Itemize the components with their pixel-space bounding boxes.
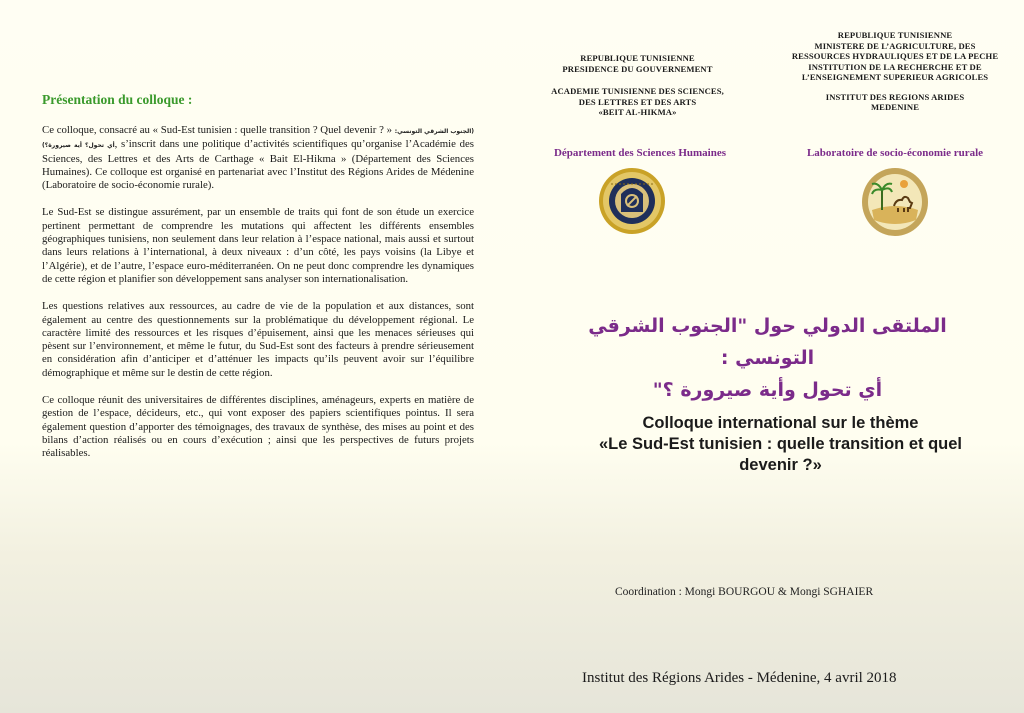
- ira-line-3: RESSOURCES HYDRAULIQUES ET DE LA PECHE: [791, 51, 999, 61]
- paragraph-1-arabic: (الجنوب الشرقي التونسي: أي تحول؟ أية صيرورة؟): [42, 128, 475, 150]
- theme-line-2: «Le Sud-Est tunisien : quelle transition et quel: [598, 435, 963, 453]
- paragraph-1-intro: Ce colloque, consacré au « Sud-Est tunisien : quelle transition ? Quel devenir ? »: [42, 124, 392, 136]
- coordination-credit: Coordination : Mongi BOURGOU & Mongi SGHAIER: [615, 586, 874, 598]
- paragraph-1: [42, 124, 474, 192]
- paragraph-3: Les questions relatives aux ressources, au cadre de vie de la population et aux distances, sont également au centre des questionnements sur la problématique du développement régional. Le caractère limité des ressources et les risques d’épuisement, ainsi que les menaces sérieuses qui pèsent sur l’environnement, et même le futur, du Sud-Est sont des facteurs à prendre sérieusement en considération afin d’anticiper et d’atténuer les impacts qu’ils peuvent avoir sur l’équilibre démographique et même sur le destin de cette région.: [42, 300, 474, 379]
- ira-logo-icon: [860, 166, 930, 238]
- laboratoire-socio-economie: Laboratoire de socio-économie rurale: [806, 147, 984, 159]
- academy-header: [530, 53, 745, 118]
- theme-line-1: Colloque international sur le thème: [642, 414, 919, 432]
- colloque-theme-title: [548, 413, 1013, 476]
- theme-line-3: devenir ?»: [739, 456, 822, 474]
- ira-line-2: MINISTERE DE L’AGRICULTURE, DES: [814, 40, 976, 51]
- footer-venue-date: Institut des Régions Arides - Médenine, 4 avril 2018: [582, 670, 897, 686]
- ira-line-7: MEDENINE: [870, 102, 920, 112]
- arabic-title-line-1: الملتقى الدولي حول "الجنوب الشرقي التونسي :: [588, 315, 947, 369]
- paragraph-4: Ce colloque réunit des universitaires de différentes disciplines, aménageurs, experts en matière de gestion de l’espace, décideurs, etc., qui vont exposer des papiers scientifiques pointus. Il sera également question d’apporter des témoignages, des travaux de synthèse, des mises au point et des bilans d’action réalisés ou en cours d’exécution ; ainsi que les perspectives de futurs projets réalisables.: [42, 394, 474, 460]
- academy-line-2: PRESIDENCE DU GOUVERNEMENT: [562, 63, 713, 74]
- academy-line-1: REPUBLIQUE TUNISIENNE: [580, 53, 695, 63]
- ira-header: [775, 30, 1015, 113]
- ira-line-6: INSTITUT DES REGIONS ARIDES: [825, 91, 965, 102]
- arabic-title-line-2: أي تحول وأية صيرورة ؟": [652, 379, 883, 401]
- presentation-section: [42, 92, 474, 475]
- ira-line-5: L’ENSEIGNEMENT SUPERIEUR AGRICOLES: [801, 72, 989, 82]
- ira-line-1: REPUBLIQUE TUNISIENNE: [837, 30, 953, 40]
- academy-line-5: «BEIT AL-HIKMA»: [598, 107, 677, 117]
- presentation-heading: Présentation du colloque :: [42, 92, 193, 107]
- academy-line-4: DES LETTRES ET DES ARTS: [578, 96, 697, 107]
- department-sciences-humaines: Département des Sciences Humaines: [553, 147, 726, 159]
- paragraph-2: Le Sud-Est se distingue assurément, par un ensemble de traits qui font de son étude un exercice pertinent permettant de comprendre les mutations qui affectent les différents ensembles géographiques tunisiens, non seulement dans leur relation à l’espace national, mais aussi et surtout dans leurs relations à l’international, à deux niveaux : d’un côté, les pays voisins (la Libye et l’Algérie), et de l’autre, l’espace euro-méditerranéen. On ne peut donc comprendre les dynamiques de cette région et planifier son développement sans analyser son internationalisation.: [42, 206, 474, 285]
- arabic-title: [575, 310, 960, 406]
- paragraph-1-body: , s’inscrit dans une politique d’activités scientifiques qu’organise l’Académie des Sciences, des Lettres et des Arts de Carthage « Bait El-Hikma » (Département des Sciences Humaines). Ce colloque est organisé en partenariat avec l’Institut des Régions Arides de Médenine (Laboratoire de socio-économie rurale).: [42, 138, 474, 192]
- beit-al-hikma-logo-icon: [597, 166, 667, 236]
- ira-line-4: INSTITUTION DE LA RECHERCHE ET DE: [808, 61, 982, 72]
- academy-line-3: ACADEMIE TUNISIENNE DES SCIENCES,: [551, 86, 724, 96]
